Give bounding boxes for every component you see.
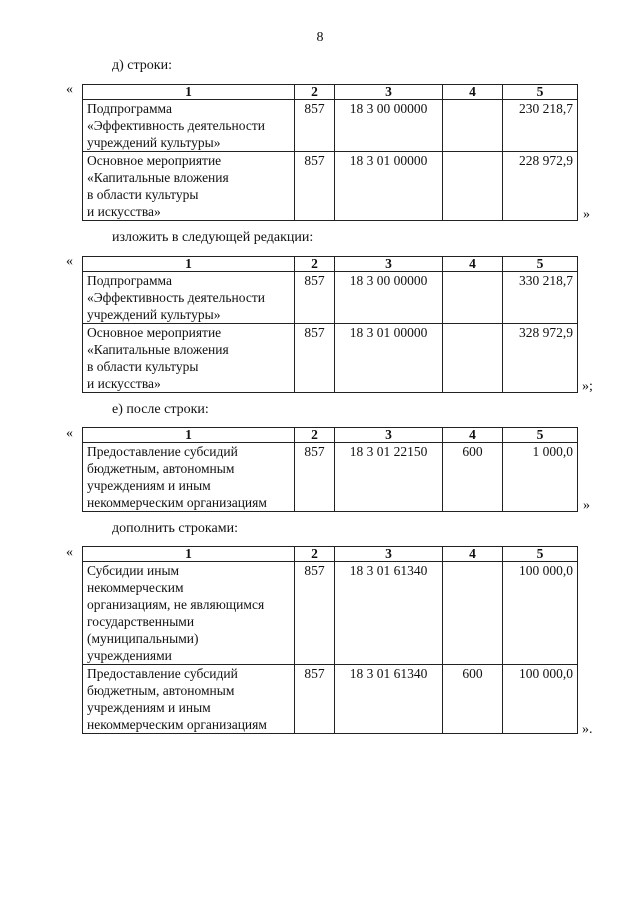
row-code: 857 [295, 562, 335, 665]
row-classifier: 18 3 00 00000 [335, 100, 443, 152]
header-cell: 5 [503, 547, 578, 562]
row-amount: 100 000,0 [503, 665, 578, 734]
close-quote: »; [582, 379, 593, 394]
row-classifier: 18 3 00 00000 [335, 272, 443, 324]
header-cell: 3 [335, 85, 443, 100]
close-quote: » [583, 207, 590, 222]
row-type: 600 [443, 443, 503, 512]
table-header-row [83, 257, 578, 272]
open-quote: « [66, 426, 73, 441]
header-cell: 1 [83, 428, 295, 443]
row-code: 857 [295, 152, 335, 221]
row-type [443, 100, 503, 152]
table-row [83, 562, 578, 665]
table-section-addition [82, 546, 578, 734]
open-quote: « [66, 545, 73, 560]
row-classifier: 18 3 01 61340 [335, 562, 443, 665]
row-classifier: 18 3 01 00000 [335, 152, 443, 221]
row-name: Подпрограмма «Эффективность деятельности учреждений культуры» [83, 272, 295, 324]
row-type: 600 [443, 665, 503, 734]
close-quote: ». [582, 722, 593, 737]
header-cell: 4 [443, 85, 503, 100]
page-number: 8 [316, 30, 324, 45]
row-name: Субсидии иным некоммерческим организациям, не являющимся государственными (муниципальными) учреждениями [83, 562, 295, 665]
open-quote: « [66, 254, 73, 269]
table-row [83, 100, 578, 152]
header-cell: 4 [443, 547, 503, 562]
row-code: 857 [295, 324, 335, 393]
header-cell: 4 [443, 257, 503, 272]
row-amount: 328 972,9 [503, 324, 578, 393]
row-classifier: 18 3 01 61340 [335, 665, 443, 734]
row-classifier: 18 3 01 22150 [335, 443, 443, 512]
header-cell: 1 [83, 547, 295, 562]
header-cell: 3 [335, 257, 443, 272]
header-cell: 4 [443, 428, 503, 443]
row-amount: 100 000,0 [503, 562, 578, 665]
header-cell: 3 [335, 428, 443, 443]
table-section-d [82, 84, 578, 221]
table-row [83, 152, 578, 221]
row-name: Основное мероприятие «Капитальные вложения в области культуры и искусства» [83, 324, 295, 393]
table-header-row [83, 85, 578, 100]
section-label: изложить в следующей редакции: [112, 230, 314, 245]
header-cell: 3 [335, 547, 443, 562]
row-classifier: 18 3 01 00000 [335, 324, 443, 393]
table-header-row [83, 547, 578, 562]
row-type [443, 324, 503, 393]
row-name: Предоставление субсидий бюджетным, автономным учреждениям и иным некоммерческим организациям [83, 665, 295, 734]
row-code: 857 [295, 443, 335, 512]
header-cell: 5 [503, 85, 578, 100]
row-type [443, 272, 503, 324]
row-name: Основное мероприятие «Капитальные вложения в области культуры и искусства» [83, 152, 295, 221]
header-cell: 1 [83, 85, 295, 100]
table-header-row [83, 428, 578, 443]
header-cell: 5 [503, 428, 578, 443]
header-cell: 5 [503, 257, 578, 272]
header-cell: 2 [295, 85, 335, 100]
row-amount: 330 218,7 [503, 272, 578, 324]
table-section-e [82, 427, 578, 512]
row-name: Подпрограмма «Эффективность деятельности учреждений культуры» [83, 100, 295, 152]
table-section-replacement [82, 256, 578, 393]
row-amount: 230 218,7 [503, 100, 578, 152]
section-label: е) после строки: [112, 402, 209, 417]
row-type [443, 152, 503, 221]
header-cell: 1 [83, 257, 295, 272]
close-quote: » [583, 498, 590, 513]
header-cell: 2 [295, 428, 335, 443]
open-quote: « [66, 82, 73, 97]
row-code: 857 [295, 100, 335, 152]
table-row [83, 324, 578, 393]
section-label: д) строки: [112, 58, 172, 73]
row-type [443, 562, 503, 665]
header-cell: 2 [295, 547, 335, 562]
row-code: 857 [295, 272, 335, 324]
row-code: 857 [295, 665, 335, 734]
table-row [83, 665, 578, 734]
row-name: Предоставление субсидий бюджетным, автономным учреждениям и иным некоммерческим организациям [83, 443, 295, 512]
table-row [83, 443, 578, 512]
row-amount: 228 972,9 [503, 152, 578, 221]
header-cell: 2 [295, 257, 335, 272]
row-amount: 1 000,0 [503, 443, 578, 512]
section-label: дополнить строками: [112, 521, 238, 536]
table-row [83, 272, 578, 324]
